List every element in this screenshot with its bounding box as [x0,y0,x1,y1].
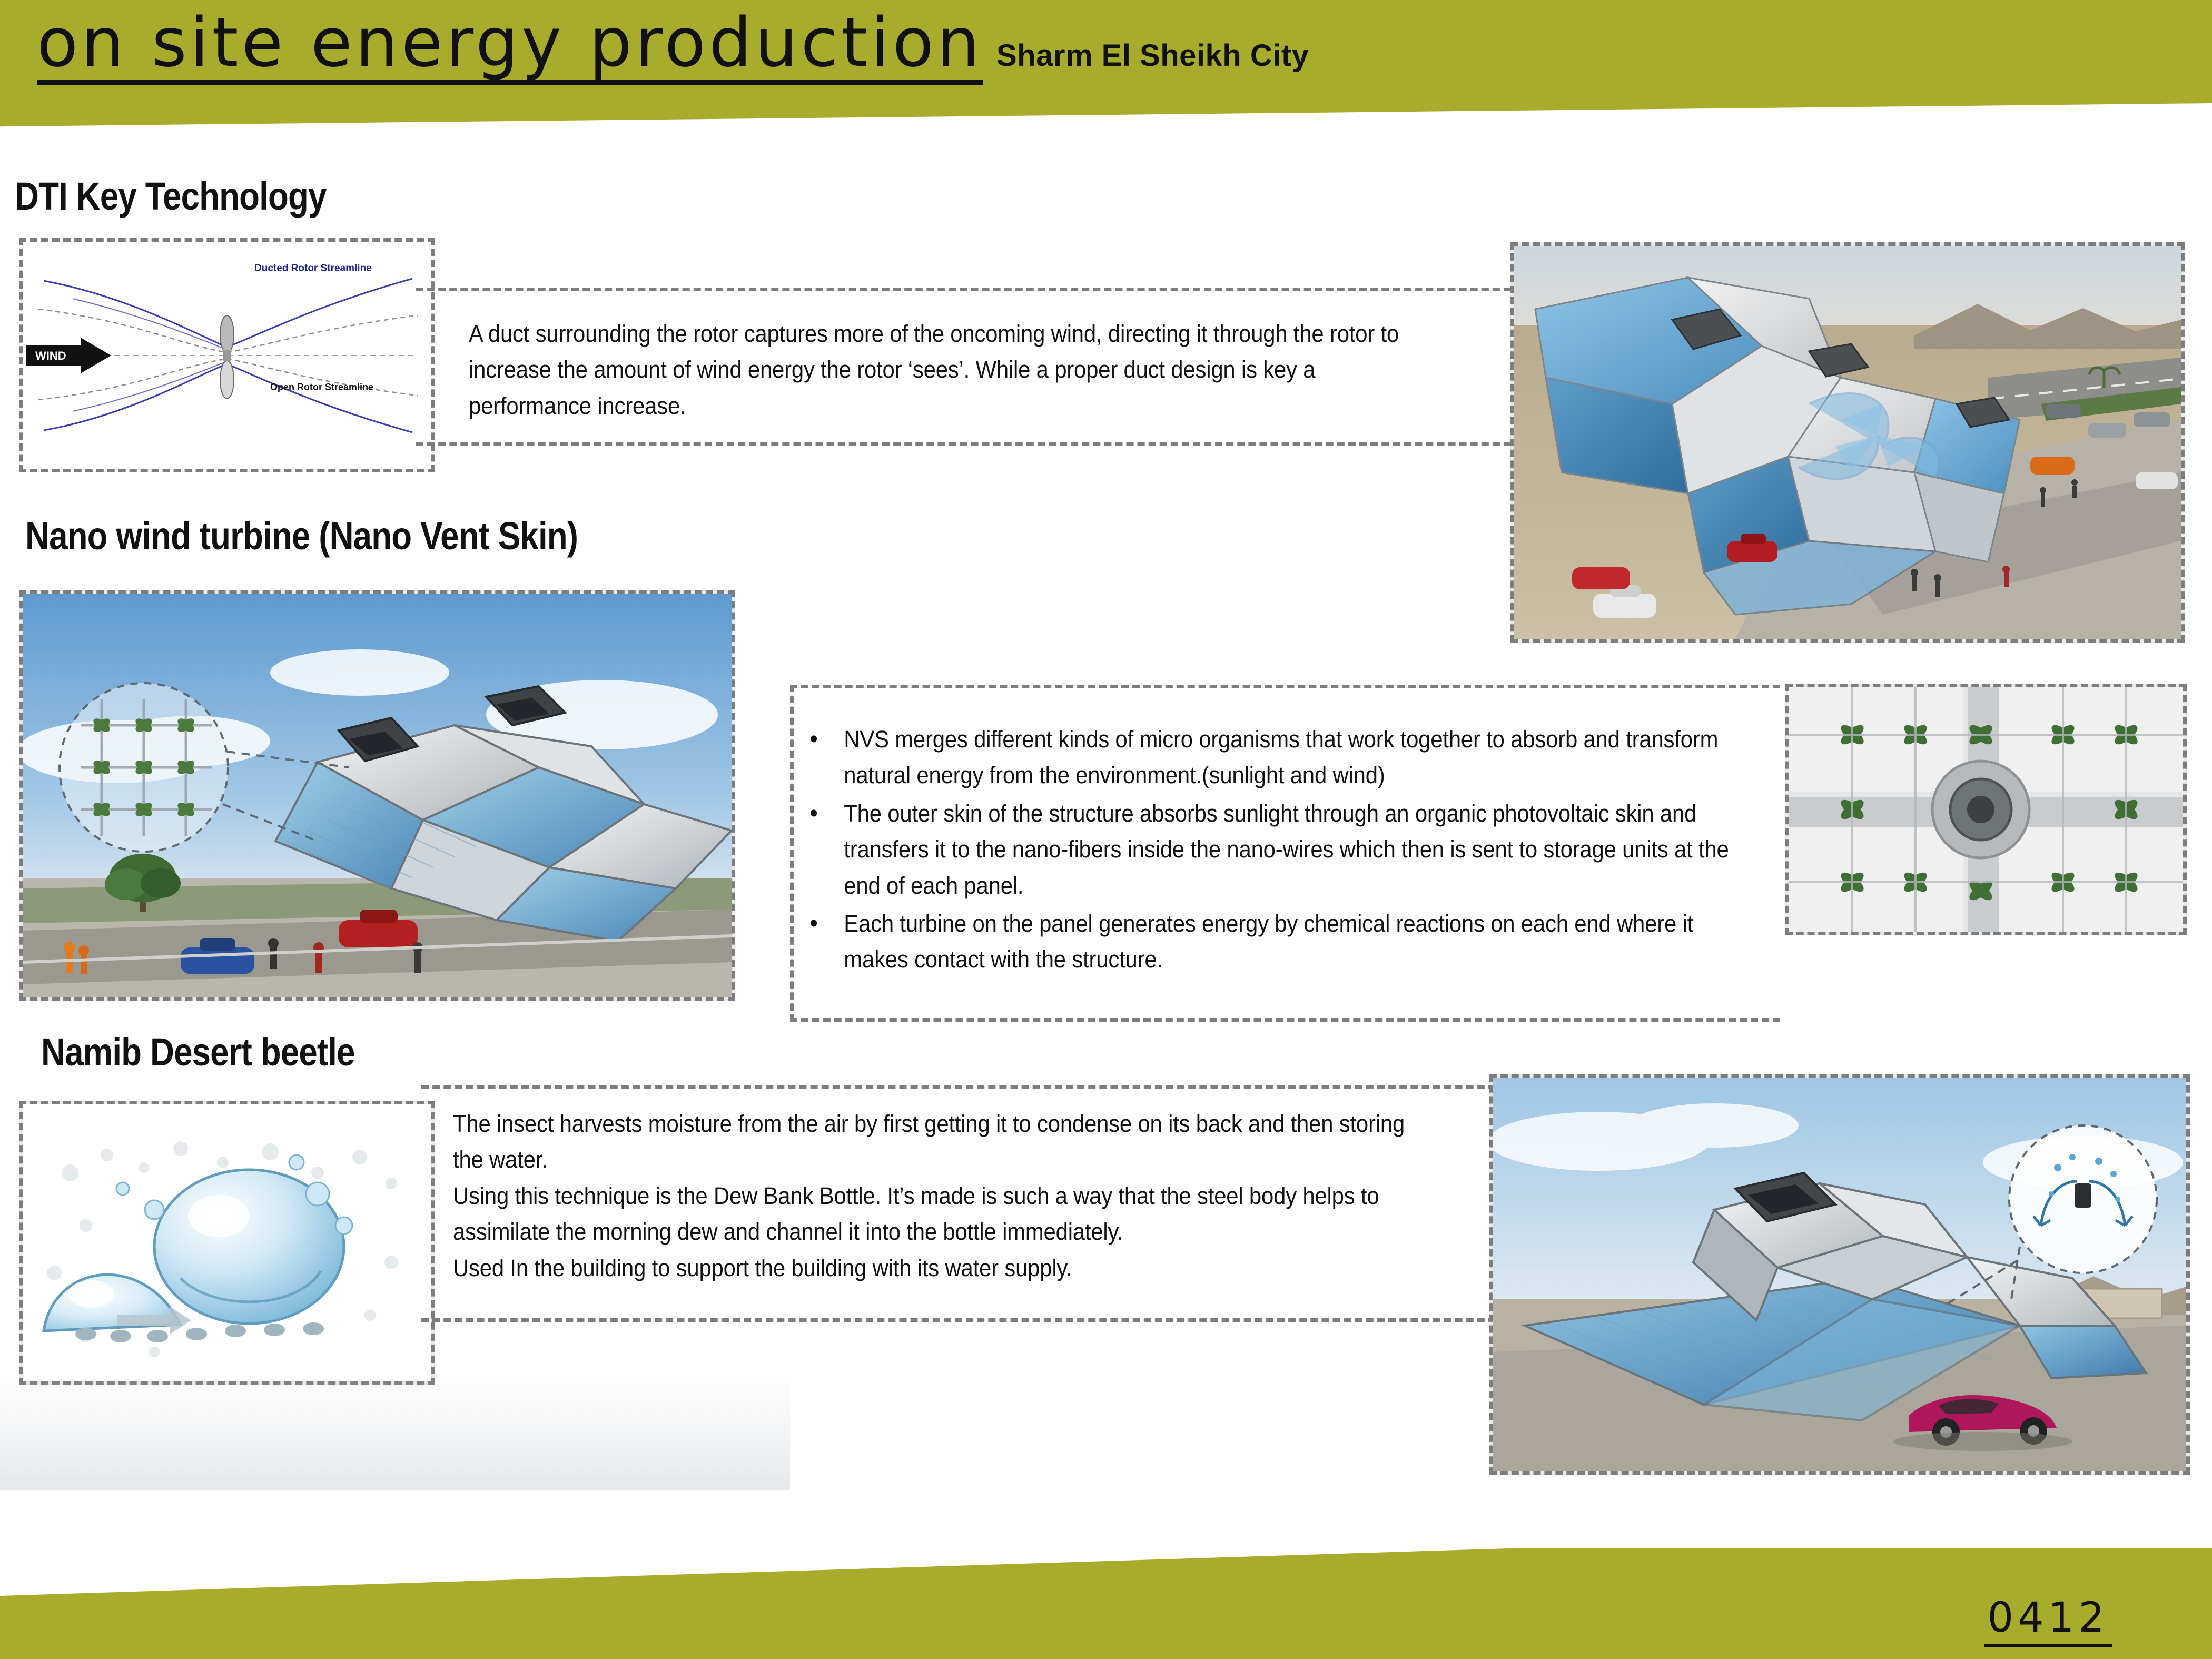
nano-bullet-1: • NVS merges different kinds of micro organisms that work together to absorb and transform natural energy from the environment.(sunlight and wind) [790,722,1735,794]
page-title: on site energy production [37,9,983,85]
nano-bullet-list [790,722,1735,978]
nano-grid-detail [1789,687,2183,932]
page-number: 0412 [1984,1594,2112,1647]
dew-bottle-illustration-frame [19,1101,435,1385]
nano-bullet-3: • Each turbine on the panel generates energy by chemical reactions on each end where it makes contact with the structure. [790,906,1735,978]
page-subtitle: Sharm El Sheikh City [996,38,1309,73]
beetle-paragraph-1: The insect harvests moisture from the air by first getting it to condense on its back and then storing the water. [453,1110,1405,1173]
render-aerial-frame [1510,242,2185,643]
heading-dti-key-technology: DTI Key Technology [15,174,327,218]
nano-description [790,722,1735,980]
duct-diagram-svg [23,242,431,469]
dew-bottle-illustration [23,1104,431,1381]
duct-label-ducted-rotor-streamline: Ducted Rotor Streamline [254,263,372,274]
duct-label-open-rotor-streamline: Open Rotor Streamline [270,382,374,392]
render-aerial-building [1514,246,2181,639]
nano-grid-detail-frame [1785,684,2187,935]
render-dew-harvest-building [1493,1078,2186,1471]
title-row [37,4,1309,85]
heading-namib-desert-beetle: Namib Desert beetle [41,1030,355,1074]
nano-bullet-2: • The outer skin of the structure absorbs sunlight through an organic photovoltaic skin and transfers it to the nano-fibers inside the nano-wires which then is sent to storage units at the end of each panel. [790,796,1735,904]
dti-description: A duct surrounding the rotor captures more of the oncoming wind, directing it through the rotor to increase the amount of wind energy the rotor ‘sees’. While a proper duct design is key a performance increase. [469,320,1399,419]
render-nano-vent-skin-frame [19,590,735,1001]
render-dew-harvest-frame [1489,1074,2190,1475]
beetle-paragraph-2: Using this technique is the Dew Bank Bottle. It’s made is such a way that the steel body helps to assimilate the morning dew and channel it into the bottle immediately. [453,1182,1379,1246]
duct-diagram-frame [19,238,435,472]
heading-nano-wind-turbine: Nano wind turbine (Nano Vent Skin) [25,514,578,558]
svg-text:WIND: WIND [35,349,66,362]
render-nano-vent-skin [23,594,732,997]
duct-diagram [23,242,431,469]
beetle-description [453,1106,1428,1286]
beetle-paragraph-3: Used In the building to support the building with its water supply. [453,1254,1072,1281]
